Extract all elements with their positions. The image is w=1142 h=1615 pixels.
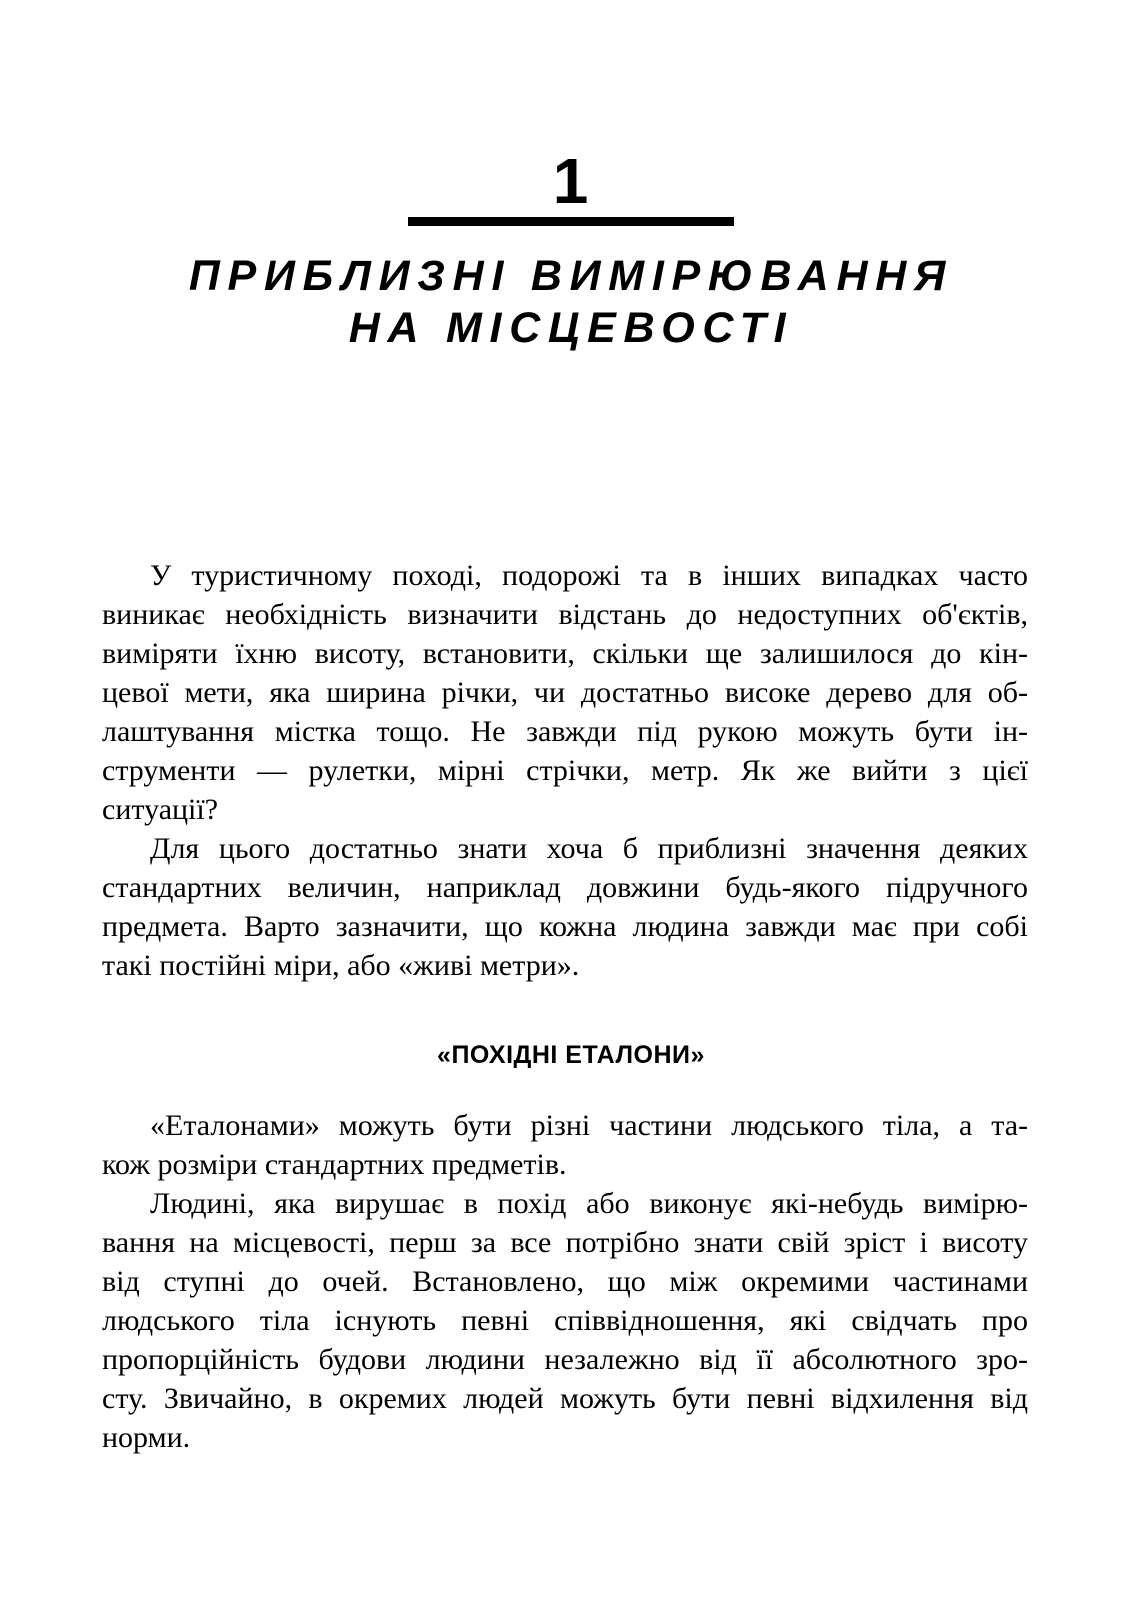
intro-paragraphs bbox=[102, 556, 1028, 985]
paragraph bbox=[102, 1106, 1028, 1184]
section-heading: «ПОХІДНІ ЕТАЛОНИ» bbox=[437, 1041, 705, 1069]
text-line: кож розміри стандартних предметів. bbox=[102, 1148, 567, 1181]
text-line: сту. Звичайно, в окремих людей можуть бути певні відхилення від bbox=[102, 1382, 1028, 1415]
text-line: цевої мети, яка ширина річки, чи достатньо високе дерево для об- bbox=[102, 676, 1028, 709]
text-line: виникає необхідність визначити відстань до недоступних об'єктів, bbox=[102, 598, 1028, 631]
text-line: Для цього достатньо знати хоча б приблизні значення деяких bbox=[150, 832, 1028, 865]
title-line-2: НА МІСЦЕВОСТІ bbox=[348, 304, 794, 352]
paragraph bbox=[102, 556, 1028, 829]
text-line: струменти — рулетки, мірні стрічки, метр. Як же вийти з цієї bbox=[102, 754, 1028, 787]
text-line: такі постійні міри, або «живі метри». bbox=[102, 949, 580, 982]
text-line: норми. bbox=[102, 1421, 191, 1454]
text-line: стандартних величин, наприклад довжини будь-якого підручного bbox=[102, 871, 1028, 904]
paragraph bbox=[102, 829, 1028, 985]
text-line: людського тіла існують певні співвідношення, які свідчать про bbox=[102, 1304, 1028, 1337]
title-line-1: ПРИБЛИЗНІ ВИМІРЮВАННЯ bbox=[188, 252, 954, 300]
text-line: пропорційність будови людини незалежно від її абсолютного зро- bbox=[102, 1343, 1028, 1376]
text-line: Людині, яка вирушає в похід або виконує які-небудь вимірю- bbox=[150, 1187, 1028, 1220]
text-line: від ступні до очей. Встановлено, що між окремими частинами bbox=[102, 1265, 1028, 1298]
chapter-rule bbox=[408, 217, 734, 226]
paragraph bbox=[102, 1184, 1028, 1457]
text-line: У туристичному поході, подорожі та в інших випадках часто bbox=[150, 559, 1028, 592]
text-line: предмета. Варто зазначити, що кожна людина завжди має при собі bbox=[102, 910, 1028, 943]
text-line: лаштування містка тощо. Не завжди під рукою можуть бути ін- bbox=[102, 715, 1028, 748]
text-line: вання на місцевості, перш за все потрібно знати свій зріст і висоту bbox=[102, 1226, 1028, 1259]
chapter-number: 1 bbox=[552, 145, 590, 217]
text-line: ситуації? bbox=[102, 793, 219, 826]
chapter-title bbox=[0, 250, 1142, 354]
text-line: «Еталонами» можуть бути різні частини людського тіла, а та- bbox=[150, 1109, 1028, 1142]
text-line: виміряти їхню висоту, встановити, скільки ще залишилося до кін- bbox=[102, 637, 1028, 670]
section-paragraphs bbox=[102, 1106, 1028, 1457]
